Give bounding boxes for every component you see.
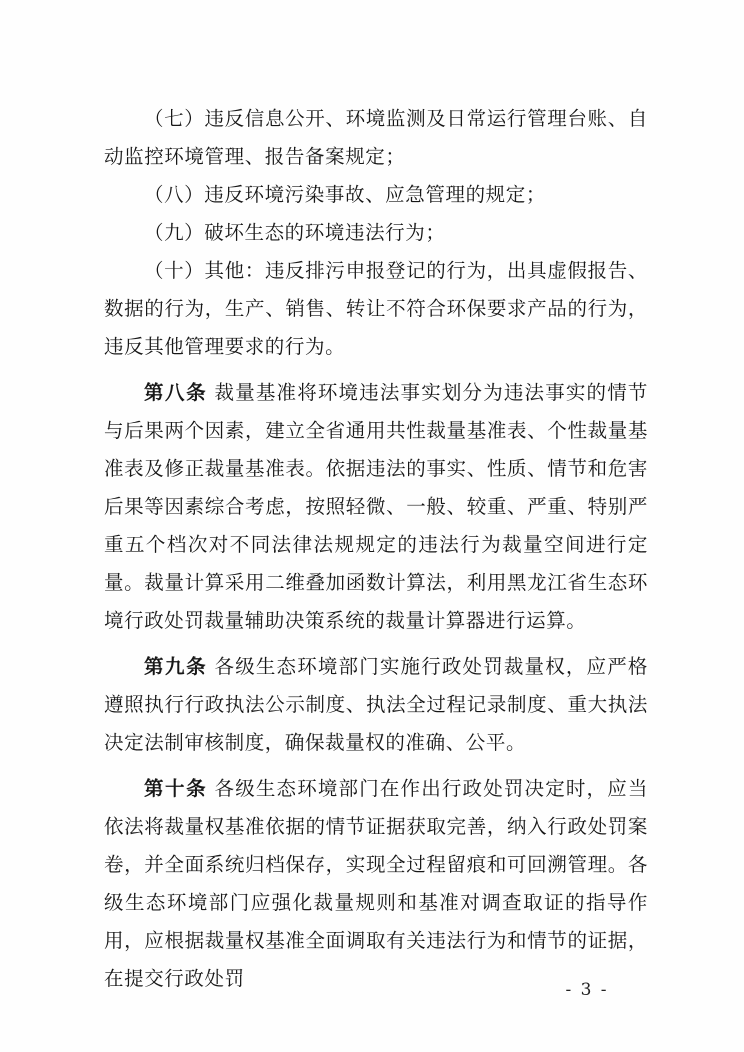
list-item-9 <box>104 214 648 252</box>
article-9-heading: 第九条 <box>143 655 208 678</box>
page-footer <box>0 980 744 1000</box>
paragraph-text: （九）破坏生态的环境违法行为； <box>143 221 446 244</box>
spacer <box>104 366 648 374</box>
page-number: - 3 - <box>565 980 609 1000</box>
paragraph-text: 各级生态环境部门在作出行政处罚决定时，应当依法将裁量权基准依据的情节证据获取完善，纳入行政处罚案卷，并全面系统归档保存，实现全过程留痕和可回溯管理。各级生态环境部门应强化裁量规则和基准对调查取证的指导作用，应根据裁量权基准全面调取有关违法行为和情节的证据，在提交行政处罚 <box>104 777 648 990</box>
list-item-10 <box>104 252 648 366</box>
article-8-paragraph <box>104 374 648 640</box>
paragraph-text: 裁量基准将环境违法事实划分为违法事实的情节与后果两个因素，建立全省通用共性裁量基准表、个性裁量基准表及修正裁量基准表。依据违法的事实、性质、情节和危害后果等因素综合考虑，按照轻微、一般、较重、严重、特别严重五个档次对不同法律法规规定的违法行为裁量空间进行定量。裁量计算采用二维叠加函数计算法，利用黑龙江省生态环境行政处罚裁量辅助决策系统的裁量计算器进行运算。 <box>104 381 648 632</box>
article-8-heading: 第八条 <box>143 381 208 404</box>
article-10-heading: 第十条 <box>143 777 208 800</box>
document-body <box>104 100 648 998</box>
paragraph-text: 各级生态环境部门实施行政处罚裁量权，应严格遵照执行行政执法公示制度、执法全过程记录制度、重大执法决定法制审核制度，确保裁量权的准确、公平。 <box>104 655 648 754</box>
article-10-paragraph <box>104 770 648 998</box>
article-9-paragraph <box>104 648 648 762</box>
paragraph-text: （七）违反信息公开、环境监测及日常运行管理台账、自动监控环境管理、报告备案规定； <box>104 107 648 168</box>
spacer <box>104 762 648 770</box>
paragraph-text: （十）其他：违反排污申报登记的行为，出具虚假报告、数据的行为，生产、销售、转让不符合环保要求产品的行为，违反其他管理要求的行为。 <box>104 259 648 358</box>
list-item-7 <box>104 100 648 176</box>
list-item-8 <box>104 176 648 214</box>
paragraph-text: （八）违反环境污染事故、应急管理的规定； <box>143 183 546 206</box>
spacer <box>104 640 648 648</box>
